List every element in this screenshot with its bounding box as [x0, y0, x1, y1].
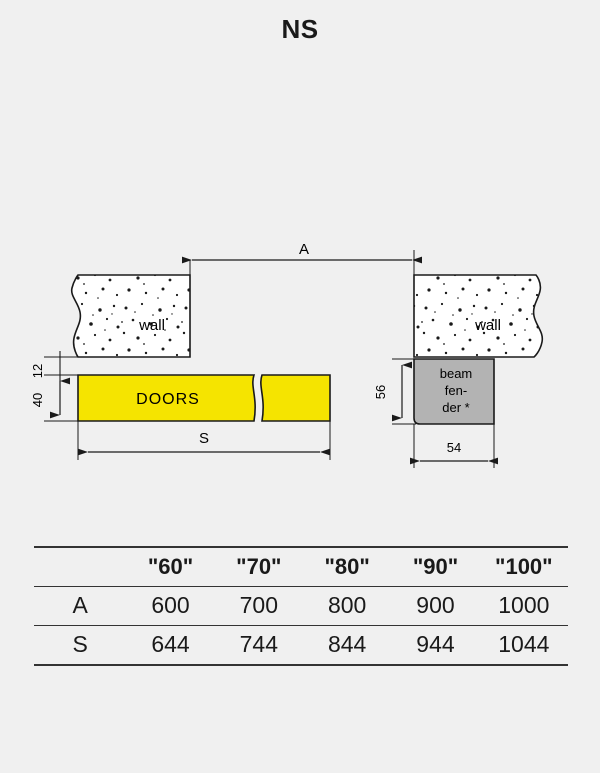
- beam-fender-label-line2: fen-: [444, 383, 468, 398]
- table-row-label: S: [34, 626, 126, 666]
- dimension-table-wrapper: [34, 546, 568, 666]
- table-cell: 700: [215, 587, 303, 626]
- dimension-40: [30, 381, 80, 421]
- dimension-a-label: A: [298, 241, 310, 258]
- dimension-12-label: 12: [30, 363, 45, 379]
- table-row: [34, 626, 568, 666]
- table-row: [34, 587, 568, 626]
- dimension-56: [373, 359, 416, 424]
- doors-label: DOORS: [136, 391, 200, 408]
- table-row-label: A: [34, 587, 126, 626]
- dimension-54-label: 54: [446, 440, 462, 455]
- table-cell: 744: [215, 626, 303, 666]
- table-cell: 900: [391, 587, 479, 626]
- dimension-a: [190, 240, 414, 277]
- table-col-header: "60": [126, 547, 214, 587]
- wall-label-right: wall: [475, 317, 501, 334]
- dimension-s: [78, 421, 330, 460]
- table-col-header: "100": [480, 547, 568, 587]
- dimension-12: [30, 351, 80, 381]
- table-cell: 1044: [480, 626, 568, 666]
- right-wall: [414, 275, 542, 357]
- table-cell: 800: [303, 587, 391, 626]
- dimension-54: [414, 424, 494, 468]
- dimension-table: [34, 546, 568, 666]
- beam-fender-label-line3: der *: [442, 400, 470, 415]
- table-cell: 944: [391, 626, 479, 666]
- left-wall: [72, 275, 190, 357]
- table-corner-cell: [34, 547, 126, 587]
- dimension-40-label: 40: [30, 392, 45, 408]
- beam-fender-label-line1: beam: [439, 366, 473, 381]
- table-cell: 600: [126, 587, 214, 626]
- table-header-row: [34, 547, 568, 587]
- table-col-header: "90": [391, 547, 479, 587]
- dimension-56-label: 56: [373, 384, 388, 400]
- table-cell: 1000: [480, 587, 568, 626]
- page-title: NS: [281, 14, 319, 44]
- dimension-s-label: S: [198, 430, 210, 447]
- table-cell: 844: [303, 626, 391, 666]
- table-cell: 644: [126, 626, 214, 666]
- wall-label-left: wall: [139, 317, 165, 334]
- doors-bar: [78, 375, 330, 421]
- table-col-header: "70": [215, 547, 303, 587]
- table-col-header: "80": [303, 547, 391, 587]
